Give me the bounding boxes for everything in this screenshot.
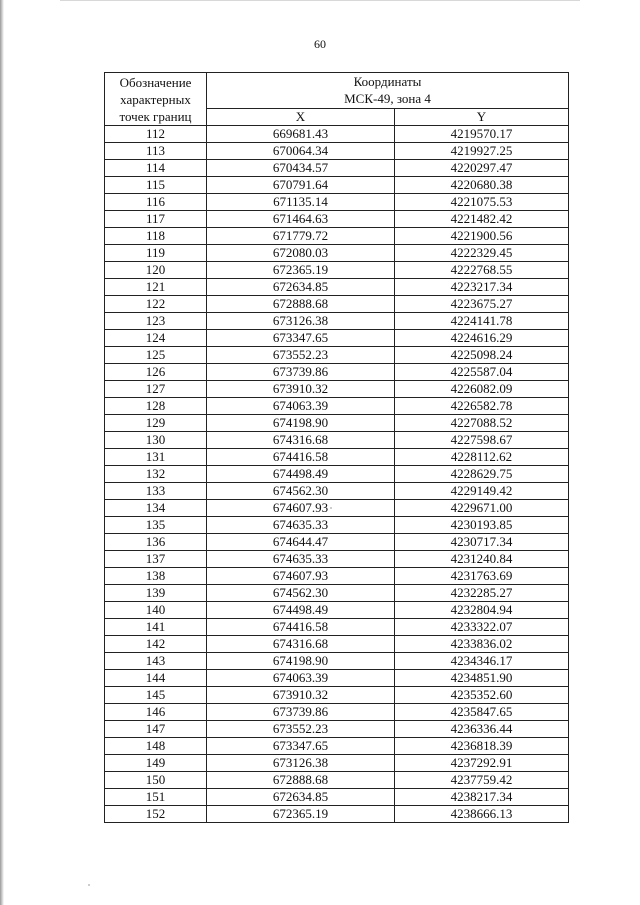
- table-row: [105, 415, 569, 432]
- table-row: [105, 143, 569, 160]
- x-coordinate-cell: 673126.38: [207, 755, 395, 772]
- y-coordinate-cell: 4229149.42: [395, 483, 569, 500]
- y-coordinate-cell: 4228112.62: [395, 449, 569, 466]
- x-column-header: X: [207, 108, 395, 125]
- y-coordinate-cell: 4233322.07: [395, 619, 569, 636]
- point-id-cell: 123: [105, 313, 207, 330]
- x-coordinate-cell: 674635.33: [207, 517, 395, 534]
- x-coordinate-cell: 673126.38: [207, 313, 395, 330]
- coordinates-table-body: [105, 73, 569, 823]
- table-row: [105, 381, 569, 398]
- point-id-cell: 122: [105, 296, 207, 313]
- table-row: [105, 313, 569, 330]
- point-id-cell: 127: [105, 381, 207, 398]
- x-coordinate-cell: 670064.34: [207, 143, 395, 160]
- y-coordinate-cell: 4228629.75: [395, 466, 569, 483]
- point-id-cell: 145: [105, 687, 207, 704]
- x-coordinate-cell: 673347.65: [207, 738, 395, 755]
- x-coordinate-cell: 674635.33: [207, 551, 395, 568]
- y-coordinate-cell: 4222329.45: [395, 245, 569, 262]
- point-id-cell: 118: [105, 228, 207, 245]
- point-header-line: характерных: [120, 92, 191, 107]
- y-coordinate-cell: 4237759.42: [395, 772, 569, 789]
- point-id-cell: 137: [105, 551, 207, 568]
- y-coordinate-cell: 4233836.02: [395, 636, 569, 653]
- table-row: [105, 619, 569, 636]
- table-row: [105, 432, 569, 449]
- point-id-cell: 124: [105, 330, 207, 347]
- table-row: [105, 500, 569, 517]
- y-coordinate-cell: 4220680.38: [395, 177, 569, 194]
- point-id-cell: 115: [105, 177, 207, 194]
- table-row: [105, 517, 569, 534]
- scan-speck: [88, 884, 90, 886]
- point-id-cell: 142: [105, 636, 207, 653]
- point-designation-header: [105, 73, 207, 126]
- table-row: [105, 602, 569, 619]
- point-id-cell: 114: [105, 160, 207, 177]
- point-id-cell: 135: [105, 517, 207, 534]
- coordinates-header-line: Координаты: [353, 74, 422, 90]
- y-coordinate-cell: 4224141.78: [395, 313, 569, 330]
- y-coordinate-cell: 4232285.27: [395, 585, 569, 602]
- table-row: [105, 687, 569, 704]
- scan-shadow-left: [0, 0, 4, 905]
- y-coordinate-cell: 4230193.85: [395, 517, 569, 534]
- table-row: [105, 551, 569, 568]
- x-coordinate-cell: 674198.90: [207, 653, 395, 670]
- scan-speck: [330, 507, 332, 509]
- point-id-cell: 139: [105, 585, 207, 602]
- table-row: [105, 449, 569, 466]
- point-id-cell: 116: [105, 194, 207, 211]
- table-row: [105, 330, 569, 347]
- x-coordinate-cell: 673552.23: [207, 721, 395, 738]
- table-row: [105, 755, 569, 772]
- table-row: [105, 126, 569, 143]
- x-coordinate-cell: 674063.39: [207, 398, 395, 415]
- x-coordinate-cell: 672888.68: [207, 296, 395, 313]
- point-id-cell: 134: [105, 500, 207, 517]
- x-coordinate-cell: 674416.58: [207, 619, 395, 636]
- point-id-cell: 140: [105, 602, 207, 619]
- x-coordinate-cell: 670791.64: [207, 177, 395, 194]
- x-coordinate-cell: 672634.85: [207, 279, 395, 296]
- table-row: [105, 806, 569, 823]
- x-coordinate-cell: 674562.30: [207, 483, 395, 500]
- table-row: [105, 262, 569, 279]
- y-coordinate-cell: 4221900.56: [395, 228, 569, 245]
- y-coordinate-cell: 4235847.65: [395, 704, 569, 721]
- table-row: [105, 211, 569, 228]
- table-row: [105, 585, 569, 602]
- y-coordinate-cell: 4226082.09: [395, 381, 569, 398]
- x-coordinate-cell: 674316.68: [207, 432, 395, 449]
- coordinates-group-header: [207, 73, 569, 109]
- point-id-cell: 151: [105, 789, 207, 806]
- point-id-cell: 141: [105, 619, 207, 636]
- coordinates-header-line: МСК-49, зона 4: [344, 91, 431, 107]
- table-row: [105, 347, 569, 364]
- y-coordinate-cell: 4219570.17: [395, 126, 569, 143]
- point-id-cell: 143: [105, 653, 207, 670]
- x-coordinate-cell: 669681.43: [207, 126, 395, 143]
- y-column-header: Y: [395, 108, 569, 125]
- point-id-cell: 128: [105, 398, 207, 415]
- y-coordinate-cell: 4225098.24: [395, 347, 569, 364]
- y-coordinate-cell: 4220297.47: [395, 160, 569, 177]
- coordinates-table: [104, 72, 569, 823]
- point-id-cell: 121: [105, 279, 207, 296]
- table-row: [105, 568, 569, 585]
- point-id-cell: 133: [105, 483, 207, 500]
- table-row: [105, 228, 569, 245]
- y-coordinate-cell: 4227598.67: [395, 432, 569, 449]
- x-coordinate-cell: 674316.68: [207, 636, 395, 653]
- point-id-cell: 138: [105, 568, 207, 585]
- y-coordinate-cell: 4238217.34: [395, 789, 569, 806]
- y-coordinate-cell: 4223675.27: [395, 296, 569, 313]
- table-row: [105, 466, 569, 483]
- header-row-top: [105, 73, 569, 109]
- point-id-cell: 117: [105, 211, 207, 228]
- point-id-cell: 147: [105, 721, 207, 738]
- x-coordinate-cell: 670434.57: [207, 160, 395, 177]
- x-coordinate-cell: 673739.86: [207, 704, 395, 721]
- x-coordinate-cell: 672634.85: [207, 789, 395, 806]
- y-coordinate-cell: 4223217.34: [395, 279, 569, 296]
- x-coordinate-cell: 673910.32: [207, 381, 395, 398]
- y-coordinate-cell: 4221075.53: [395, 194, 569, 211]
- table-row: [105, 636, 569, 653]
- y-coordinate-cell: 4229671.00: [395, 500, 569, 517]
- table-row: [105, 721, 569, 738]
- x-coordinate-cell: 674607.93: [207, 500, 395, 517]
- table-row: [105, 245, 569, 262]
- point-id-cell: 125: [105, 347, 207, 364]
- y-coordinate-cell: 4234851.90: [395, 670, 569, 687]
- y-coordinate-cell: 4222768.55: [395, 262, 569, 279]
- table-row: [105, 772, 569, 789]
- table-row: [105, 279, 569, 296]
- y-coordinate-cell: 4226582.78: [395, 398, 569, 415]
- point-id-cell: 119: [105, 245, 207, 262]
- y-coordinate-cell: 4225587.04: [395, 364, 569, 381]
- x-coordinate-cell: 671779.72: [207, 228, 395, 245]
- point-header-line: точек границ: [119, 109, 192, 124]
- x-coordinate-cell: 672888.68: [207, 772, 395, 789]
- x-coordinate-cell: 674416.58: [207, 449, 395, 466]
- x-coordinate-cell: 673910.32: [207, 687, 395, 704]
- point-id-cell: 131: [105, 449, 207, 466]
- table-row: [105, 364, 569, 381]
- point-id-cell: 148: [105, 738, 207, 755]
- y-coordinate-cell: 4219927.25: [395, 143, 569, 160]
- point-id-cell: 132: [105, 466, 207, 483]
- y-coordinate-cell: 4227088.52: [395, 415, 569, 432]
- table-row: [105, 670, 569, 687]
- page-number: 60: [314, 37, 326, 51]
- table-row: [105, 296, 569, 313]
- y-coordinate-cell: 4230717.34: [395, 534, 569, 551]
- y-coordinate-cell: 4237292.91: [395, 755, 569, 772]
- x-coordinate-cell: 674498.49: [207, 602, 395, 619]
- x-coordinate-cell: 671464.63: [207, 211, 395, 228]
- point-id-cell: 112: [105, 126, 207, 143]
- point-id-cell: 152: [105, 806, 207, 823]
- y-coordinate-cell: 4232804.94: [395, 602, 569, 619]
- x-coordinate-cell: 674063.39: [207, 670, 395, 687]
- x-coordinate-cell: 672365.19: [207, 262, 395, 279]
- point-id-cell: 113: [105, 143, 207, 160]
- table-row: [105, 534, 569, 551]
- x-coordinate-cell: 674644.47: [207, 534, 395, 551]
- point-id-cell: 144: [105, 670, 207, 687]
- y-coordinate-cell: 4231240.84: [395, 551, 569, 568]
- point-id-cell: 126: [105, 364, 207, 381]
- x-coordinate-cell: 673347.65: [207, 330, 395, 347]
- point-id-cell: 130: [105, 432, 207, 449]
- table-row: [105, 653, 569, 670]
- point-id-cell: 120: [105, 262, 207, 279]
- x-coordinate-cell: 671135.14: [207, 194, 395, 211]
- x-coordinate-cell: 672080.03: [207, 245, 395, 262]
- point-id-cell: 146: [105, 704, 207, 721]
- y-coordinate-cell: 4231763.69: [395, 568, 569, 585]
- scan-edge-top: [60, 0, 580, 1]
- point-id-cell: 136: [105, 534, 207, 551]
- table-row: [105, 160, 569, 177]
- table-row: [105, 483, 569, 500]
- table-row: [105, 177, 569, 194]
- y-coordinate-cell: 4234346.17: [395, 653, 569, 670]
- y-coordinate-cell: 4235352.60: [395, 687, 569, 704]
- table-row: [105, 789, 569, 806]
- y-coordinate-cell: 4236818.39: [395, 738, 569, 755]
- table-row: [105, 398, 569, 415]
- x-coordinate-cell: 674562.30: [207, 585, 395, 602]
- x-coordinate-cell: 674498.49: [207, 466, 395, 483]
- point-id-cell: 149: [105, 755, 207, 772]
- x-coordinate-cell: 673552.23: [207, 347, 395, 364]
- table-row: [105, 704, 569, 721]
- point-id-cell: 150: [105, 772, 207, 789]
- x-coordinate-cell: 672365.19: [207, 806, 395, 823]
- y-coordinate-cell: 4224616.29: [395, 330, 569, 347]
- y-coordinate-cell: 4236336.44: [395, 721, 569, 738]
- x-coordinate-cell: 673739.86: [207, 364, 395, 381]
- y-coordinate-cell: 4238666.13: [395, 806, 569, 823]
- table-row: [105, 194, 569, 211]
- table-row: [105, 738, 569, 755]
- x-coordinate-cell: 674198.90: [207, 415, 395, 432]
- x-coordinate-cell: 674607.93: [207, 568, 395, 585]
- point-id-cell: 129: [105, 415, 207, 432]
- y-coordinate-cell: 4221482.42: [395, 211, 569, 228]
- point-header-line: Обозначение: [119, 75, 192, 90]
